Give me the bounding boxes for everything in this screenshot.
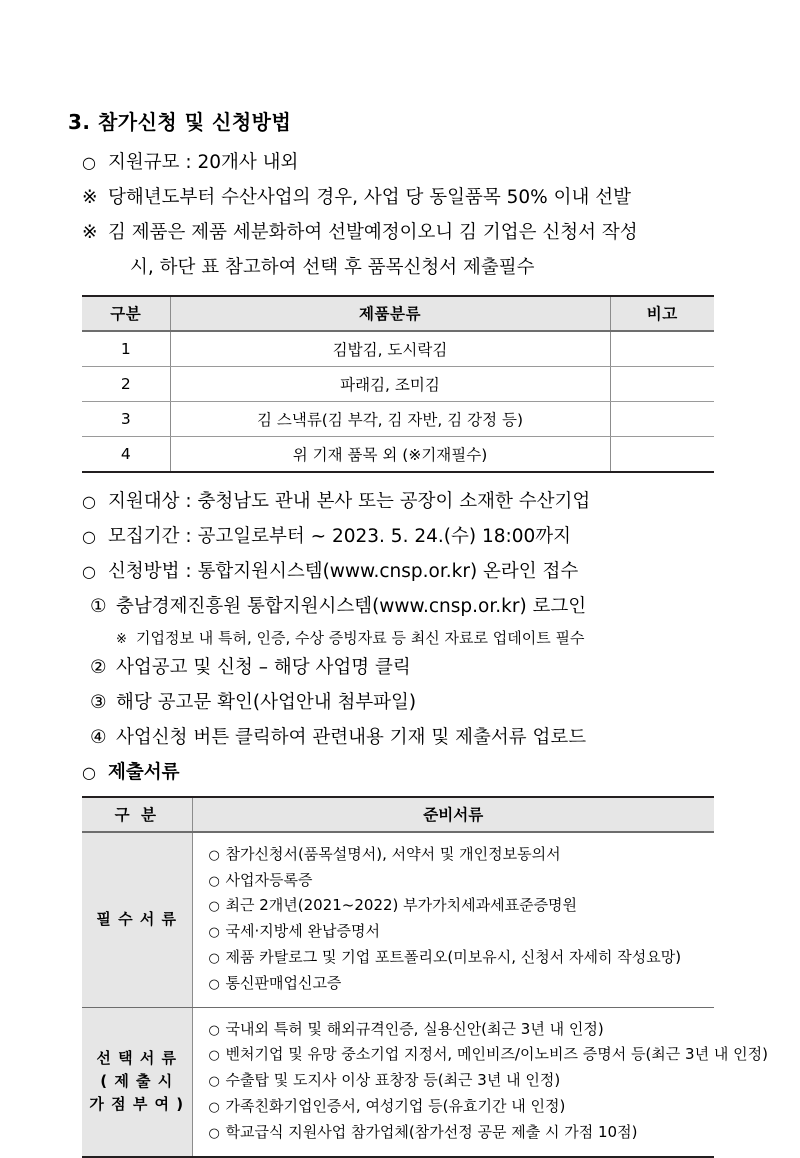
column-header-remark: 비고 <box>610 296 714 331</box>
eligibility-text: 지원대상 : 충청남도 관내 본사 또는 공장이 소재한 수산기업 <box>108 490 591 512</box>
cell-category: 파래김, 조미김 <box>170 366 610 401</box>
cell-remark <box>610 366 714 401</box>
list-item <box>209 919 709 945</box>
list-item <box>208 1042 768 1068</box>
documents-heading <box>82 758 740 788</box>
list-item-text: 국세·지방세 완납증명서 <box>225 922 380 941</box>
cell-category: 김밥김, 도시락김 <box>170 331 610 367</box>
table-row <box>82 366 714 401</box>
eligibility-line <box>82 487 740 517</box>
list-item-text: 사업자등록증 <box>225 870 313 889</box>
optional-documents-cell <box>192 1007 768 1156</box>
table-header-row <box>82 296 714 331</box>
table-row-optional <box>82 1007 714 1156</box>
cell-no: 1 <box>82 331 170 367</box>
note-fishery-text: 당해년도부터 수산사업의 경우, 사업 당 동일품목 50% 이내 선발 <box>108 186 631 208</box>
required-documents-label: 필 수 서 류 <box>82 832 192 1007</box>
list-item-text: 가족친화기업인증서, 여성기업 등(유효기간 내 인정) <box>225 1097 566 1116</box>
list-item-text: 국내외 특허 및 해외규격인증, 실용신안(최근 3년 내 인정) <box>225 1019 604 1038</box>
circle-bullet-icon: ○ <box>82 561 96 581</box>
page-title: 3. 참가신청 및 신청방법 <box>68 110 292 134</box>
list-item-text: 최근 2개년(2021~2022) 부가가치세과세표준증명원 <box>225 896 578 915</box>
note-gim-line <box>82 218 740 248</box>
step-item-4 <box>90 723 740 753</box>
reference-mark-icon: ※ <box>82 221 98 243</box>
documents-heading-text: 제출서류 <box>108 761 180 783</box>
circled-number-4-icon: ④ <box>90 726 107 748</box>
documents-table-wrapper <box>82 796 768 1158</box>
cell-category: 김 스낵류(김 부각, 김 자반, 김 강정 등) <box>170 401 610 436</box>
optional-label-line-1: 선 택 서 류 <box>96 1048 178 1067</box>
product-table-wrapper <box>82 295 714 473</box>
required-documents-list <box>209 842 709 997</box>
circle-bullet-icon: ○ <box>208 873 220 889</box>
circle-bullet-icon: ○ <box>82 153 96 172</box>
step-note-text: 기업정보 내 특허, 인증, 수상 증빙자료 등 최신 자료로 업데이트 필수 <box>136 628 585 647</box>
cell-no: 3 <box>82 401 170 436</box>
cell-no: 2 <box>82 366 170 401</box>
circle-bullet-icon: ○ <box>208 847 220 863</box>
list-item-text: 수출탑 및 도지사 이상 표창장 등(최근 3년 내 인정) <box>225 1071 561 1090</box>
application-period-text: 모집기간 : 공고일로부터 ~ 2023. 5. 24.(수) 18:00까지 <box>108 525 572 547</box>
product-classification-table <box>82 295 714 473</box>
step-item-2 <box>90 653 740 683</box>
support-scale-line <box>82 148 740 178</box>
circle-bullet-icon: ○ <box>208 925 220 941</box>
circled-number-3-icon: ③ <box>90 691 107 713</box>
note-gim-continuation <box>130 253 740 283</box>
list-item <box>209 1094 709 1120</box>
list-item <box>209 1068 709 1094</box>
circle-bullet-icon: ○ <box>82 762 96 782</box>
step-item-1 <box>90 592 740 622</box>
table-row <box>82 331 714 367</box>
cell-no: 4 <box>120 444 131 463</box>
column-header-category: 제품분류 <box>170 296 610 331</box>
circled-number-2-icon: ② <box>90 657 107 678</box>
list-item-text: 학교급식 지원사업 참가업체(참가선정 공문 제출 시 가점 10점) <box>225 1122 638 1141</box>
note-gim-text: 김 제품은 제품 세분화하여 선발예정이오니 김 기업은 신청서 작성 <box>108 221 638 243</box>
step-3-text: 해당 공고문 확인(사업안내 첨부파일) <box>116 691 417 713</box>
list-item <box>209 945 709 971</box>
circle-bullet-icon: ○ <box>82 526 96 546</box>
list-item <box>209 971 709 997</box>
application-period-line <box>82 522 740 552</box>
reference-mark-icon: ※ <box>116 631 127 647</box>
circle-bullet-icon: ○ <box>208 1048 220 1064</box>
circle-bullet-icon: ○ <box>208 951 220 967</box>
cell-category: 위 기재 품목 외 (※기재필수) <box>170 436 610 472</box>
application-method-text: 신청방법 : 통합지원시스템(www.cnsp.or.kr) 온라인 접수 <box>108 560 579 582</box>
step-item-3 <box>90 688 740 718</box>
submission-documents-table <box>82 796 768 1158</box>
table-header-row <box>82 797 714 832</box>
circle-bullet-icon: ○ <box>208 1074 220 1090</box>
list-item-text: 참가신청서(품목설명서), 서약서 및 개인정보동의서 <box>225 844 561 863</box>
required-documents-cell <box>192 832 714 1007</box>
list-item <box>209 842 709 868</box>
circle-bullet-icon: ○ <box>208 976 220 992</box>
list-item <box>209 1120 709 1146</box>
optional-documents-label <box>82 1007 192 1156</box>
step-4-text: 사업신청 버튼 클릭하여 관련내용 기재 및 제출서류 업로드 <box>116 726 587 748</box>
circle-bullet-icon: ○ <box>208 1100 220 1116</box>
list-item <box>209 868 709 894</box>
optional-label-line-3: 가 점 부 여 ) <box>89 1095 185 1114</box>
table-row <box>82 436 714 472</box>
column-header-prepared-documents: 준비서류 <box>192 797 714 832</box>
list-item-text: 벤처기업 및 유망 중소기업 지정서, 메인비즈/이노비즈 증명서 등(최근 3년 내 인정) <box>225 1045 768 1064</box>
table-row-required <box>82 832 714 1007</box>
list-item-text: 제품 카탈로그 및 기업 포트폴리오(미보유시, 신청서 자세히 작성요망) <box>225 948 682 967</box>
circle-bullet-icon: ○ <box>82 491 96 511</box>
step-2-text: 사업공고 및 신청 – 해당 사업명 클릭 <box>116 657 411 678</box>
note-fishery-line <box>82 183 740 213</box>
reference-mark-icon: ※ <box>82 186 98 208</box>
cell-remark <box>610 331 714 367</box>
support-scale-text: 지원규모 : 20개사 내외 <box>108 152 299 173</box>
column-header-division: 구 분 <box>82 797 192 832</box>
cell-remark <box>610 401 714 436</box>
list-item <box>209 893 709 919</box>
circle-bullet-icon: ○ <box>208 1022 220 1038</box>
list-item-text: 통신판매업신고증 <box>225 973 342 992</box>
column-header-no: 구분 <box>82 296 170 331</box>
circle-bullet-icon: ○ <box>208 899 220 915</box>
optional-documents-list <box>208 1017 768 1146</box>
list-item <box>209 1017 709 1043</box>
step-1-text: 충남경제진흥원 통합지원시스템(www.cnsp.or.kr) 로그인 <box>116 595 587 617</box>
circle-bullet-icon: ○ <box>208 1125 220 1141</box>
note-gim-continuation-text: 시, 하단 표 참고하여 선택 후 품목신청서 제출필수 <box>130 256 535 278</box>
optional-label-line-2: ( 제 출 시 <box>100 1072 174 1091</box>
step-note-line <box>116 627 740 650</box>
cell-remark <box>610 436 714 472</box>
application-method-line <box>82 557 740 587</box>
table-row <box>82 401 714 436</box>
circled-number-1-icon: ① <box>90 595 107 617</box>
